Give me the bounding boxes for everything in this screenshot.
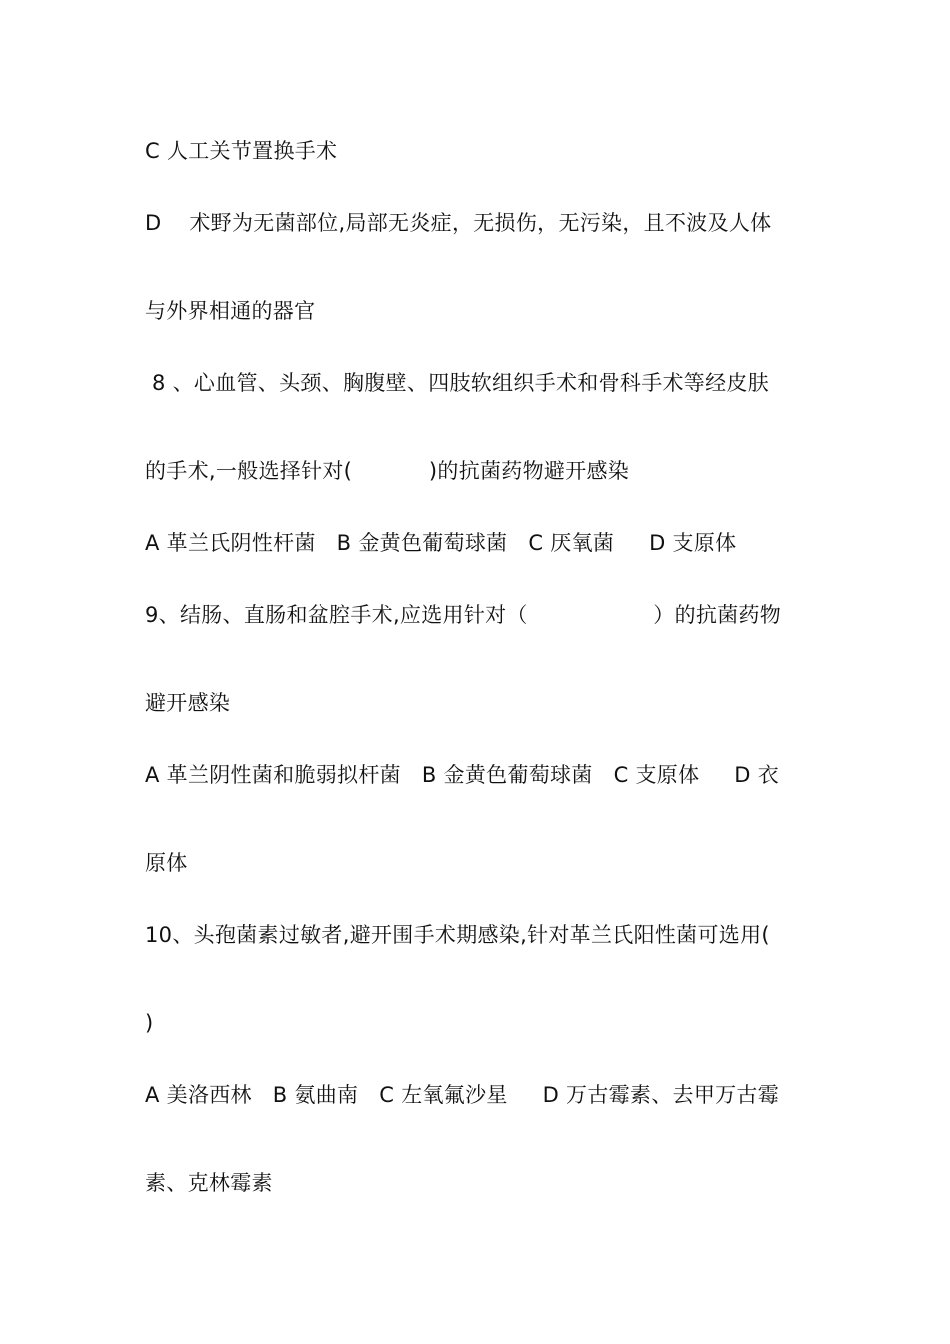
question-10-options-line-2: 素、克林霉素 — [145, 1171, 273, 1195]
option-d-line-2: 与外界相通的器官 — [145, 299, 316, 323]
question-8-line-1: 8 、心血管、头颈、胸腹壁、四肢软组织手术和骨科手术等经皮肤 — [145, 371, 770, 395]
question-9-line-1: 9、结肠、直肠和盆腔手术,应选用针对（ ）的抗菌药物 — [145, 603, 782, 627]
question-8-options: A 革兰氏阴性杆菌 B 金黄色葡萄球菌 C 厌氧菌 D 支原体 — [145, 531, 737, 555]
question-8-line-2: 的手术,一般选择针对( )的抗菌药物避开感染 — [145, 459, 630, 483]
question-9-options-line-2: 原体 — [145, 851, 188, 875]
option-d-line-1: D 术野为无菌部位,局部无炎症，无损伤，无污染，且不波及人体 — [145, 211, 772, 235]
question-10-line-1: 10、头孢菌素过敏者,避开围手术期感染,针对革兰氏阳性菌可选用( — [145, 923, 770, 947]
option-c-joint-replacement: C 人工关节置换手术 — [145, 139, 338, 163]
question-10-line-2: ) — [145, 1011, 154, 1035]
question-10-options-line-1: A 美洛西林 B 氨曲南 C 左氧氟沙星 D 万古霉素、去甲万古霉 — [145, 1083, 780, 1107]
question-9-line-2: 避开感染 — [145, 691, 231, 715]
question-9-options-line-1: A 革兰阴性菌和脆弱拟杆菌 B 金黄色葡萄球菌 C 支原体 D 衣 — [145, 763, 780, 787]
